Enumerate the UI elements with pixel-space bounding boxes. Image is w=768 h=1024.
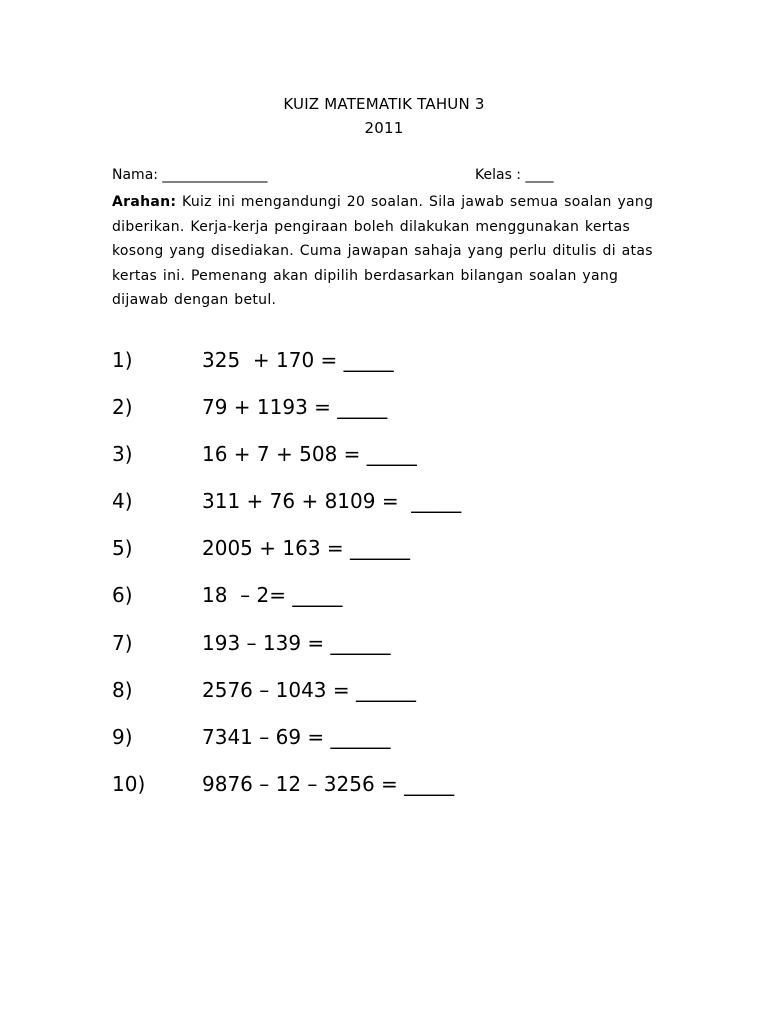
question-expression: 2005 + 163 = ______ xyxy=(202,536,411,560)
question-9 xyxy=(0,725,768,755)
question-number: 8) xyxy=(112,678,133,702)
question-expression: 2576 – 1043 = ______ xyxy=(202,678,416,702)
question-number: 2) xyxy=(112,395,133,419)
question-number: 1) xyxy=(112,348,133,372)
question-1 xyxy=(0,348,768,378)
question-expression: 311 + 76 + 8109 = _____ xyxy=(202,489,462,513)
question-expression: 9876 – 12 – 3256 = _____ xyxy=(202,772,455,796)
question-number: 5) xyxy=(112,536,133,560)
question-2 xyxy=(0,395,768,425)
name-field: Nama: _______________ xyxy=(112,167,268,183)
question-5 xyxy=(0,536,768,566)
question-number: 3) xyxy=(112,442,133,466)
question-3 xyxy=(0,442,768,472)
question-expression: 325 + 170 = _____ xyxy=(202,348,394,372)
question-number: 7) xyxy=(112,631,133,655)
question-4 xyxy=(0,489,768,519)
question-number: 4) xyxy=(112,489,133,513)
instructions-label: Arahan: xyxy=(112,194,177,210)
question-expression: 79 + 1193 = _____ xyxy=(202,395,388,419)
question-number: 10) xyxy=(112,772,146,796)
question-6 xyxy=(0,583,768,613)
question-number: 9) xyxy=(112,725,133,749)
question-number: 6) xyxy=(112,583,133,607)
question-expression: 7341 – 69 = ______ xyxy=(202,725,391,749)
question-10 xyxy=(0,772,768,802)
question-8 xyxy=(0,678,768,708)
page-title: KUIZ MATEMATIK TAHUN 3 xyxy=(283,95,485,113)
page-year: 2011 xyxy=(364,119,404,137)
instructions xyxy=(112,190,657,313)
question-expression: 16 + 7 + 508 = _____ xyxy=(202,442,417,466)
question-expression: 193 – 139 = ______ xyxy=(202,631,391,655)
instructions-text: Kuiz ini mengandungi 20 soalan. Sila jawab semua soalan yang diberikan. Kerja-kerja pengiraan boleh dilakukan menggunakan kertas kosong yang disediakan. Cuma jawapan sahaja yang perlu ditulis di atas kertas ini. Pemenang akan dipilih berdasarkan bilangan soalan yang dijawab dengan betul. xyxy=(112,194,654,308)
class-field: Kelas : ____ xyxy=(475,167,554,183)
question-7 xyxy=(0,631,768,661)
question-expression: 18 – 2= _____ xyxy=(202,583,343,607)
